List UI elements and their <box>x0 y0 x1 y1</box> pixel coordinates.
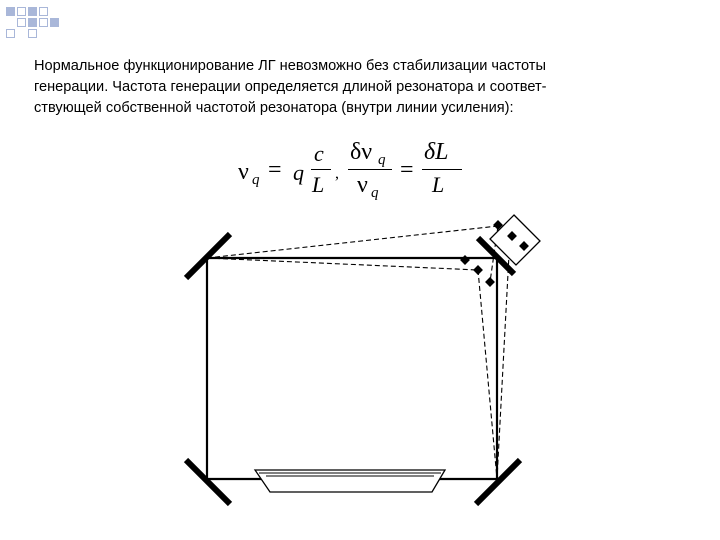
formula-equals: = <box>268 157 282 183</box>
dashed-beam <box>478 270 497 479</box>
diamond-marker <box>460 255 470 265</box>
formula-c: c <box>314 141 324 166</box>
formula-subscript-q: q <box>371 185 379 201</box>
dashed-beam <box>207 258 478 270</box>
paragraph-line: Нормальное функционирование ЛГ невозможно без стабилизации частоты <box>34 58 546 74</box>
formula-delta-nu: δν <box>350 139 373 165</box>
formula-L: L <box>432 172 445 197</box>
dashed-beam <box>207 226 498 258</box>
formula-nu: ν <box>357 172 368 198</box>
formula-comma: , <box>335 165 339 182</box>
formula-delta-L: δL <box>424 139 449 165</box>
dashed-beam <box>497 236 510 479</box>
diamond-marker <box>485 277 495 287</box>
paragraph-line: ствующей собственной частотой резонатора (внутри линии усиления): <box>34 100 514 116</box>
formula-equals: = <box>400 157 414 183</box>
formula-subscript-q: q <box>378 152 386 168</box>
formula-L: L <box>312 172 325 197</box>
paragraph-line: генерации. Частота генерации определяется длиной резонатора и соответ- <box>34 79 547 95</box>
formula-subscript-q: q <box>252 172 260 188</box>
formula-q: q <box>293 160 304 185</box>
diamond-marker <box>473 265 483 275</box>
formula-nu: ν <box>238 159 249 185</box>
